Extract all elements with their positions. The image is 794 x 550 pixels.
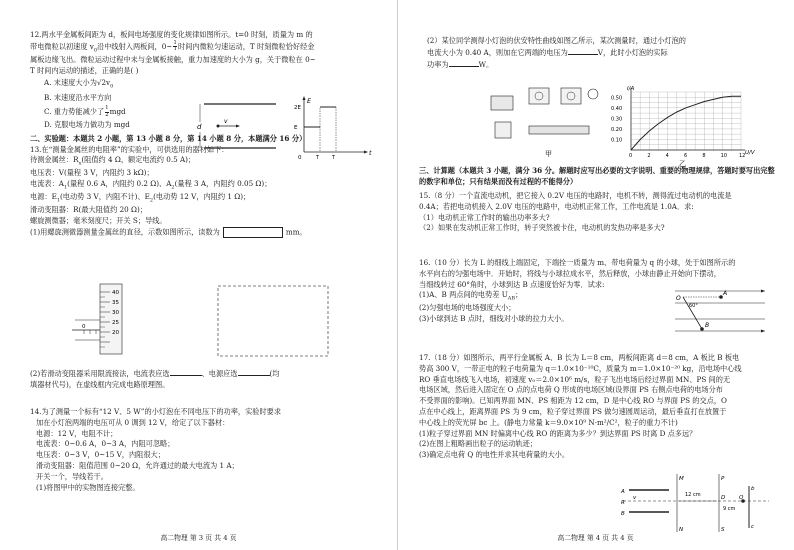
apparatus-figure-jia: [489, 84, 609, 162]
q14-line-2: 加在小灯泡两端的电压可从 0 调到 12 V，给定了以下器材：: [36, 417, 230, 427]
q14b-line-1: (2）某位同学测得小灯泡的伏安特性曲线如图乙所示，某次测量时，通过小灯泡的: [427, 36, 686, 45]
q17-figure: [619, 472, 779, 534]
q12-option-d: D. 克服电场力做功为 mgd: [44, 120, 130, 130]
q14b-line-3: 功率为 W。: [427, 59, 494, 69]
svg-text:b: b: [751, 486, 755, 492]
q17-line-7: 中心线上的荧光屏 bc 上。(静电力常量 k＝9.0×10⁹ N·m²/C²，粒子的重力不计): [419, 417, 678, 427]
q14-part-2: [419, 36, 774, 70]
ammeter-icon: [529, 88, 549, 104]
svg-text:E: E: [307, 97, 312, 105]
q16-line-4: (1)A、B 两点间的电势差 $U_{AB}$；: [419, 290, 523, 302]
svg-text:40: 40: [112, 290, 119, 296]
x-tick-label: 2: [647, 153, 651, 159]
svg-text:D: D: [721, 495, 726, 501]
q14-line-8: (1)将图甲中的实物图连接完整。: [36, 482, 140, 492]
q16-figure: [669, 285, 769, 337]
question-14: [30, 407, 385, 493]
q13-part-2: [30, 368, 385, 391]
svg-text:T: T: [316, 155, 320, 160]
y-tick-label: 0.30: [611, 116, 623, 123]
e-t-graph: [294, 96, 372, 160]
page-4-footer: 高二物理 第 4 页 共 4 页: [557, 533, 634, 542]
svg-text:A: A: [723, 290, 728, 297]
lamp-icon: [588, 89, 598, 99]
q17-line-4: 电场区域，然后进入固定在 O 点的点电荷 Q 形成的电场区域(设界面 PS 右侧点电荷的电场分布: [419, 385, 723, 395]
q13-line-4: 电流表：$A_1$(量程 0.6 A，内阻约 0.2 Ω)、$A_2$(量程 3 A，内阻约 0.05 Ω)；: [30, 179, 272, 191]
svg-text:B: B: [621, 511, 625, 517]
iu-chart: [609, 84, 767, 168]
svg-text:v: v: [633, 495, 637, 501]
x-tick-label: 12: [739, 153, 746, 159]
q14-line-7: 开关一个，导线若干。: [36, 471, 108, 481]
q15-line-2: 0.4A；若把电动机接入 2.0V 电压的电路中，电动机正常工作，工作电流是 1.0A．求:: [419, 201, 694, 211]
svg-text:N: N: [679, 527, 684, 533]
y-tick-label: 0.40: [611, 105, 623, 112]
q13-line-3: 电压表：V(量程 3 V，内阻约 3 kΩ)；: [30, 168, 154, 178]
q13-line-6: 滑动变阻器：R(最大阻值约 20 Ω)；: [30, 205, 147, 215]
micrometer-reading-figure: [72, 284, 122, 354]
q13-line-7: 螺旋测微器；毫米刻度尺；开关 S；导线。: [30, 215, 167, 225]
svg-text:O: O: [676, 295, 681, 302]
chart-xlabel: U/V: [745, 150, 755, 156]
svg-text:E: E: [294, 125, 298, 131]
q12-line-4: T 时间内运动的描述，正确的是( ): [30, 65, 139, 75]
circuit-dashed-box: [218, 286, 328, 356]
rheostat-icon: [529, 126, 589, 134]
q15-line-3: （1）电动机正常工作时的输出功率多大?: [419, 212, 550, 222]
parallel-plates-diagram: [197, 104, 276, 148]
q17-line-1: 17.（18 分）如图所示，两平行金属板 A、B 长为 L＝8 cm，两板间距离 d＝8 cm，A 板比 B 板电: [419, 353, 740, 362]
q17-line-6: 点在中心线上，距离界面 PS 为 9 cm，粒子穿过界面 PS 做匀速圆周运动，最后垂直打在放置于: [419, 406, 727, 416]
svg-text:25: 25: [112, 320, 119, 326]
svg-text:9 cm: 9 cm: [723, 506, 736, 512]
q12-figure: [196, 96, 386, 160]
section-3: [419, 166, 775, 188]
svg-text:S: S: [721, 527, 725, 533]
svg-text:d: d: [197, 123, 202, 131]
q12-option-b: B. 末速度沿水平方向: [44, 93, 112, 103]
question-17: [419, 353, 779, 461]
svg-text:35: 35: [112, 300, 119, 306]
q13-line-8: (1)用螺旋测微器测量金属丝的直径，示数如图所示，读数为 mm。: [30, 227, 307, 237]
page-4: [397, 0, 794, 550]
svg-text:0: 0: [82, 324, 86, 330]
q12-option-a: A. 末速度大小为$√2v_0$: [44, 78, 114, 90]
svg-text:2E: 2E: [294, 105, 301, 111]
svg-text:0: 0: [298, 155, 302, 160]
q14b-line-2: 电流大小为 0.40 A，则加在它两端的电压为 V，此时小灯泡的实际: [427, 47, 668, 57]
page-3-footer: 高二物理 第 3 页 共 4 页: [160, 533, 237, 542]
section-3-title: 三、计算题（本题共 3 小题，满分 36 分。解题时应写出必要的文字说明、重要的物理规律，答题时要写出完整的数字和单位；只有结果而没有过程的不能得分）: [419, 166, 775, 186]
question-15: [419, 191, 775, 234]
svg-text:t: t: [369, 149, 372, 157]
q17-line-2: 势高 300 V，一带正电的粒子电荷量为 q＝1.0×10⁻¹⁰C，质量为 m＝1.0×10⁻²⁰ kg，沿电场中心线: [419, 363, 742, 373]
q14-line-6: 滑动变阻器：阻值范围 0~20 Ω，允许通过的最大电流为 1 A；: [36, 460, 239, 470]
q17-line-10: (3)确定点电荷 Q 的电性并求其电荷量的大小。: [419, 450, 570, 460]
svg-text:30: 30: [112, 310, 119, 316]
q12-option-c: C. 重力势能减少了 $\frac{1}{2}$ mgd: [44, 105, 126, 118]
svg-text:12 cm: 12 cm: [685, 492, 701, 498]
y-tick-label: 0.50: [611, 95, 623, 102]
svg-text:60°: 60°: [689, 303, 698, 309]
y-tick-label: 0.20: [611, 126, 623, 133]
svg-text:O: O: [739, 495, 744, 501]
section-2-title: 二、实验题：本题共 2 小题，第 13 小题 8 分，第 14 小题 8 分，本题满分 16 分）: [30, 133, 307, 143]
q17-line-9: (2)在图上粗略画出粒子的运动轨迹；: [419, 439, 537, 449]
q14-line-5: 电压表：0~3 V，0~15 V，内阻很大；: [36, 450, 165, 460]
x-tick-label: 8: [702, 153, 706, 159]
svg-text:甲: 甲: [545, 150, 552, 158]
svg-text:T: T: [332, 155, 336, 160]
q17-line-8: (1)粒子穿过界面 MN 时偏离中心线 RO 的距离为多少？到达界面 PS 时离 D 点多远？: [419, 428, 697, 438]
q12-line-1: 12.两水平金属板间距为 d，板间电场强度的变化规律如图所示。t=0 时刻，质量为 m 的: [30, 30, 313, 39]
q16-line-2: 水平向右的匀强电场中．开始时，将线与小球拉成水平，然后释放，小球由静止开始向下摆动，: [419, 268, 721, 278]
q13-line-2: 待测金属丝：$R_x$(阻值约 4 Ω，额定电流约 0.5 A)；: [30, 155, 196, 167]
svg-text:v: v: [224, 118, 228, 125]
svg-text:A: A: [621, 489, 625, 495]
q14-line-4: 电流表：0~0.6 A，0~3 A，内阻可忽略；: [36, 439, 175, 449]
svg-text:c: c: [751, 524, 755, 530]
q13-line-5: 电源：$E_1$(电动势 3 V，内阻不计)、$E_2$(电动势 12 V，内阻约 1 Ω)；: [30, 192, 251, 204]
q13-line-10: 填器材代号)，在虚线框内完成电路原理图。: [30, 379, 170, 389]
x-tick-label: 10: [720, 153, 728, 159]
chart-ylabel: I/A: [627, 86, 635, 92]
q17-line-3: RO 垂直电场线飞入电场，初速度 v₀＝2.0×10⁶ m/s，粒子飞出电场后经过界面 MN、PS 间的无: [419, 374, 731, 384]
q13-line-9: (2)若滑动变阻器采用限流接法，电流表应选 、电源应选 (均: [30, 369, 280, 378]
q15-line-1: 15.（8 分）一个直流电动机，把它接入 0.2V 电压的电路时，电机不转，测得流过电动机的电流是: [419, 191, 732, 200]
svg-text:20: 20: [112, 330, 119, 336]
q16-line-6: (3)小球到达 B 点时，细线对小球的拉力大小。: [419, 314, 569, 324]
q14-line-1: 14.为了测量一个标有“12 V、5 W”的小灯泡在不同电压下的功率，实验时要求: [30, 407, 282, 416]
q15-line-4: （2）如果在发动机正常工作时，转子突然被卡住，电动机的发热功率是多大?: [419, 223, 665, 233]
x-tick-label: 6: [684, 153, 688, 159]
svg-text:P: P: [721, 476, 725, 482]
q16-line-3: 当细线转过 60°角时，小球到达 B 点速度恰好为零．试求:: [419, 279, 605, 289]
svg-text:B: B: [705, 322, 710, 329]
voltmeter-icon: [561, 88, 581, 104]
q17-line-5: 不受界面的影响)。已知两界面 MN、PS 相距为 12 cm，D 是中心线 RO 与界面 PS 的交点，O: [419, 396, 727, 406]
x-tick-label: 4: [665, 153, 669, 159]
chart-caption: 乙: [679, 160, 686, 168]
svg-text:M: M: [679, 476, 684, 482]
q13-figures: [70, 282, 370, 364]
q13-line-1: 13.在“测量金属丝的电阻率”的实验中，可供选用的器材如下：: [30, 144, 229, 154]
q14-line-3: 电源：12 V，电阻不计；: [36, 428, 118, 438]
q16-line-1: 16.（10 分）长为 L 的细线上端固定，下端拴一质量为 m、带电荷量为 q 的小球，处于如图所示的: [419, 258, 736, 267]
y-tick-label: 0.10: [611, 137, 623, 144]
svg-text:R: R: [621, 500, 625, 506]
q16-line-5: (2)匀强电场的电场强度大小；: [419, 303, 516, 313]
switch-icon: [495, 122, 511, 138]
x-tick-label: 0: [629, 153, 633, 159]
battery-icon: [491, 96, 513, 110]
q12-line-2: 带电微粒以初速度 $v_0$沿中线射入两板间，0~ $\frac{1}{T}$ 时间内微粒匀速运动，T 时刻微粒恰好经金: [30, 39, 315, 54]
q12-line-3: 属板边缘飞出。微粒运动过程中未与金属板接触，重力加速度的大小为 g，关于微粒在 0~: [30, 54, 316, 64]
